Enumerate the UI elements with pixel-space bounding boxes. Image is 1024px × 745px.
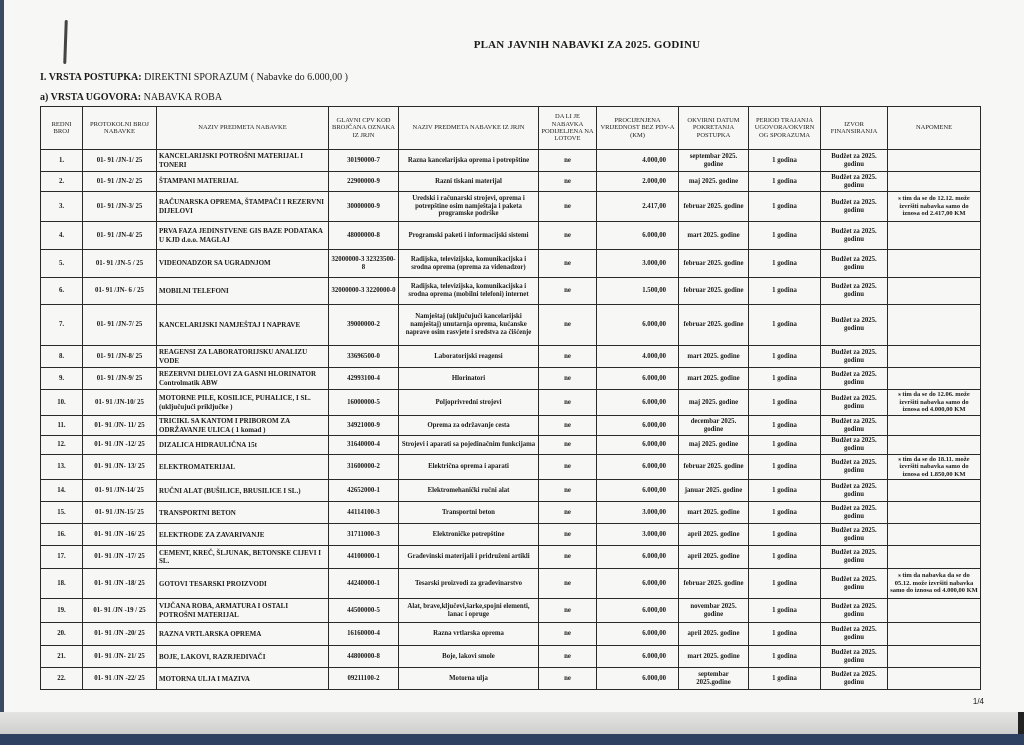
lots-flag: ne (539, 222, 597, 250)
table-row (41, 623, 981, 646)
row-number: 7. (41, 305, 83, 346)
row-number: 1. (41, 150, 83, 172)
contract-period: 1 godina (749, 222, 821, 250)
note (888, 502, 981, 524)
row-number: 21. (41, 646, 83, 668)
item-name: KANCELARIJSKI POTROŠNI MATERIJAL I TONERI (157, 150, 329, 172)
start-date: septembar 2025.godine (679, 668, 749, 690)
funding-source: Budžet za 2025. godinu (821, 454, 888, 479)
contract-period: 1 godina (749, 480, 821, 502)
item-name: TRICIKL SA KANTOM I PRIBOROM ZA ODRŽAVANJE ULICA ( 1 komad ) (157, 416, 329, 436)
cpv-code: 44800000-8 (329, 646, 399, 668)
note (888, 436, 981, 455)
table-row (41, 546, 981, 569)
protocol-number: 01- 91 /JN-8/ 25 (83, 346, 157, 368)
protocol-number: 01- 91 /JN -12/ 25 (83, 436, 157, 455)
lots-flag: ne (539, 480, 597, 502)
row-number: 17. (41, 546, 83, 569)
row-number: 14. (41, 480, 83, 502)
start-date: april 2025. godine (679, 623, 749, 646)
contract-period: 1 godina (749, 192, 821, 222)
item-name: KANCELARIJSKI NAMJEŠTAJ I NAPRAVE (157, 305, 329, 346)
note (888, 346, 981, 368)
funding-source: Budžet za 2025. godinu (821, 646, 888, 668)
row-number: 3. (41, 192, 83, 222)
lots-flag: ne (539, 546, 597, 569)
contract-period: 1 godina (749, 668, 821, 690)
lots-flag: ne (539, 192, 597, 222)
estimated-value: 6.000,00 (597, 222, 679, 250)
lots-flag: ne (539, 368, 597, 390)
row-number: 12. (41, 436, 83, 455)
header-lotovi: DA LI JE NABAVKA PODIJELJENA NA LOTOVE (539, 107, 597, 150)
estimated-value: 3.000,00 (597, 524, 679, 546)
procedure-value: DIREKTNI SPORAZUM ( Nabavke do 6.000,00 ) (144, 72, 348, 83)
row-number: 6. (41, 278, 83, 305)
jrjn-name: Elektroničke potrepštine (399, 524, 539, 546)
lots-flag: ne (539, 599, 597, 623)
protocol-number: 01- 91 /JN- 21/ 25 (83, 646, 157, 668)
protocol-number: 01- 91 /JN-2/ 25 (83, 172, 157, 192)
note (888, 623, 981, 646)
start-date: april 2025. godine (679, 524, 749, 546)
row-number: 10. (41, 390, 83, 416)
contract-period: 1 godina (749, 416, 821, 436)
header-cpv-kod: GLAVNI CPV KOD BROJČANA OZNAKA IZ JRJN (329, 107, 399, 150)
lots-flag: ne (539, 390, 597, 416)
estimated-value: 1.500,00 (597, 278, 679, 305)
estimated-value: 4.000,00 (597, 150, 679, 172)
funding-source: Budžet za 2025. godinu (821, 416, 888, 436)
start-date: februar 2025. godine (679, 454, 749, 479)
note (888, 368, 981, 390)
protocol-number: 01- 91 /JN -22/ 25 (83, 668, 157, 690)
jrjn-name: Elektromehanički ručni alat (399, 480, 539, 502)
note: s tim da se do 12.06. može izvršiti nabavka samo do iznosa od 4.000,00 KM (888, 390, 981, 416)
start-date: maj 2025. godine (679, 172, 749, 192)
contract-period: 1 godina (749, 524, 821, 546)
item-name: RUČNI ALAT (BUŠILICE, BRUSILICE I SL.) (157, 480, 329, 502)
jrjn-name: Razna vrtlarska oprema (399, 623, 539, 646)
item-name: REZERVNI DIJELOVI ZA GASNI HLORINATOR Controlmatik ABW (157, 368, 329, 390)
page-number: 1/4 (972, 697, 984, 706)
start-date: april 2025. godine (679, 546, 749, 569)
lots-flag: ne (539, 569, 597, 599)
funding-source: Budžet za 2025. godinu (821, 502, 888, 524)
scan-edge-strip (0, 734, 1024, 745)
note: s tim da se do 12.12. može izvršiti nabavka samo do iznosa od 2.417,00 KM (888, 192, 981, 222)
cpv-code: 30000000-9 (329, 192, 399, 222)
start-date: maj 2025. godine (679, 436, 749, 455)
item-name: RAČUNARSKA OPREMA, ŠTAMPAČI I REZERVNI DIJELOVI (157, 192, 329, 222)
jrjn-name: Alat, brave,ključevi,šarke,spojni elementi, lanac i opruge (399, 599, 539, 623)
funding-source: Budžet za 2025. godinu (821, 250, 888, 278)
note (888, 646, 981, 668)
protocol-number: 01- 91 /JN -18/ 25 (83, 569, 157, 599)
scan-edge-bottom (0, 712, 1024, 734)
table-row (41, 502, 981, 524)
cpv-code: 22900000-9 (329, 172, 399, 192)
funding-source: Budžet za 2025. godinu (821, 222, 888, 250)
item-name: BOJE, LAKOVI, RAZRJEDIVAČI (157, 646, 329, 668)
jrjn-name: Transportni beton (399, 502, 539, 524)
jrjn-name: Namještaj (uključujući kancelarijski namještaj) unutarnja oprema, kućanske naprave osim rasvjete i sredstva za čišćenje (399, 305, 539, 346)
estimated-value: 6.000,00 (597, 436, 679, 455)
funding-source: Budžet za 2025. godinu (821, 436, 888, 455)
cpv-code: 32000000-3 3220000-0 (329, 278, 399, 305)
estimated-value: 6.000,00 (597, 546, 679, 569)
funding-source: Budžet za 2025. godinu (821, 390, 888, 416)
item-name: RAZNA VRTLARSKA OPREMA (157, 623, 329, 646)
start-date: januar 2025. godine (679, 480, 749, 502)
cpv-code: 30190000-7 (329, 150, 399, 172)
table-row (41, 150, 981, 172)
funding-source: Budžet za 2025. godinu (821, 368, 888, 390)
protocol-number: 01- 91 /JN- 13/ 25 (83, 454, 157, 479)
start-date: mart 2025. godine (679, 368, 749, 390)
procedure-label: I. VRSTA POSTUPKA: (40, 72, 142, 83)
lots-flag: ne (539, 250, 597, 278)
start-date: novembar 2025. godine (679, 599, 749, 623)
header-period: PERIOD TRAJANJA UGOVORA/OKVIRN OG SPORAZUMA (749, 107, 821, 150)
table-row (41, 278, 981, 305)
contract-period: 1 godina (749, 346, 821, 368)
header-naziv-predmeta: NAZIV PREDMETA NABAVKE (157, 107, 329, 150)
jrjn-name: Razna kancelarijska oprema i potrepštine (399, 150, 539, 172)
item-name: ELEKTROMATERIJAL (157, 454, 329, 479)
lots-flag: ne (539, 436, 597, 455)
contract-period: 1 godina (749, 569, 821, 599)
jrjn-name: Motorna ulja (399, 668, 539, 690)
funding-source: Budžet za 2025. godinu (821, 599, 888, 623)
protocol-number: 01- 91 /JN-7/ 25 (83, 305, 157, 346)
cpv-code: 16000000-5 (329, 390, 399, 416)
funding-source: Budžet za 2025. godinu (821, 150, 888, 172)
estimated-value: 6.000,00 (597, 480, 679, 502)
funding-source: Budžet za 2025. godinu (821, 278, 888, 305)
start-date: mart 2025. godine (679, 222, 749, 250)
table-row (41, 569, 981, 599)
header-redni-broj: REDNI BROJ (41, 107, 83, 150)
lots-flag: ne (539, 150, 597, 172)
lots-flag: ne (539, 305, 597, 346)
funding-source: Budžet za 2025. godinu (821, 305, 888, 346)
row-number: 18. (41, 569, 83, 599)
lots-flag: ne (539, 278, 597, 305)
procurement-table (40, 106, 981, 690)
row-number: 16. (41, 524, 83, 546)
estimated-value: 6.000,00 (597, 646, 679, 668)
protocol-number: 01- 91 /JN-15/ 25 (83, 502, 157, 524)
contract-period: 1 godina (749, 368, 821, 390)
header-izvor: IZVOR FINANSIRANJA (821, 107, 888, 150)
contract-period: 1 godina (749, 390, 821, 416)
table-row (41, 480, 981, 502)
table-row (41, 172, 981, 192)
table-row (41, 192, 981, 222)
start-date: februar 2025. godine (679, 278, 749, 305)
lots-flag: ne (539, 416, 597, 436)
table-row (41, 250, 981, 278)
lots-flag: ne (539, 623, 597, 646)
table-row (41, 646, 981, 668)
funding-source: Budžet za 2025. godinu (821, 546, 888, 569)
funding-source: Budžet za 2025. godinu (821, 668, 888, 690)
protocol-number: 01- 91 /JN-5 / 25 (83, 250, 157, 278)
estimated-value: 2.417,00 (597, 192, 679, 222)
jrjn-name: Građevinski materijali i pridruženi artikli (399, 546, 539, 569)
contract-period: 1 godina (749, 305, 821, 346)
item-name: TRANSPORTNI BETON (157, 502, 329, 524)
cpv-code: 34921000-9 (329, 416, 399, 436)
row-number: 13. (41, 454, 83, 479)
start-date: decembar 2025. godine (679, 416, 749, 436)
item-name: VIJČANA ROBA, ARMATURA I OSTALI POTROŠNI MATERIJAL (157, 599, 329, 623)
estimated-value: 6.000,00 (597, 390, 679, 416)
contract-label: a) VRSTA UGOVORA: (40, 92, 142, 103)
cpv-code: 42993100-4 (329, 368, 399, 390)
item-name: DIZALICA HIDRAULIČNA 15t (157, 436, 329, 455)
note (888, 416, 981, 436)
note: s tim da nabavka da se do 05.12. može izvršiti nabavka samo do iznosa od 4.000,00 KM (888, 569, 981, 599)
item-name: MOTORNE PILE, KOSILICE, PUHALICE, I SL. (uključujući priključke ) (157, 390, 329, 416)
jrjn-name: Laboratorijski reagensi (399, 346, 539, 368)
protocol-number: 01- 91 /JN-10/ 25 (83, 390, 157, 416)
protocol-number: 01- 91 /JN -17/ 25 (83, 546, 157, 569)
row-number: 8. (41, 346, 83, 368)
start-date: mart 2025. godine (679, 646, 749, 668)
start-date: septembar 2025. godine (679, 150, 749, 172)
cpv-code: 31711000-3 (329, 524, 399, 546)
start-date: februar 2025. godine (679, 192, 749, 222)
item-name: CEMENT, KREČ, ŠLJUNAK, BETONSKE CIJEVI I SL. (157, 546, 329, 569)
start-date: februar 2025. godine (679, 569, 749, 599)
lots-flag: ne (539, 524, 597, 546)
funding-source: Budžet za 2025. godinu (821, 172, 888, 192)
scan-edge-left (0, 0, 4, 745)
jrjn-name: Poljoprivredni strojevi (399, 390, 539, 416)
row-number: 2. (41, 172, 83, 192)
cpv-code: 31600000-2 (329, 454, 399, 479)
lots-flag: ne (539, 454, 597, 479)
table-row (41, 524, 981, 546)
jrjn-name: Tesarski proizvodi za građevinarstvo (399, 569, 539, 599)
estimated-value: 6.000,00 (597, 599, 679, 623)
protocol-number: 01- 91 /JN-3/ 25 (83, 192, 157, 222)
funding-source: Budžet za 2025. godinu (821, 480, 888, 502)
item-name: ELEKTRODE ZA ZAVARIVANJE (157, 524, 329, 546)
item-name: VIDEONADZOR SA UGRADNJOM (157, 250, 329, 278)
estimated-value: 6.000,00 (597, 368, 679, 390)
funding-source: Budžet za 2025. godinu (821, 346, 888, 368)
row-number: 22. (41, 668, 83, 690)
row-number: 15. (41, 502, 83, 524)
note (888, 305, 981, 346)
table-row (41, 346, 981, 368)
item-name: MOBILNI TELEFONI (157, 278, 329, 305)
jrjn-name: Uredski i računarski strojevi, oprema i potrepštine osim namještaja i paketa programske podrške (399, 192, 539, 222)
cpv-code: 32000000-3 32323500- 8 (329, 250, 399, 278)
estimated-value: 6.000,00 (597, 623, 679, 646)
note (888, 480, 981, 502)
table-row (41, 436, 981, 455)
contract-period: 1 godina (749, 599, 821, 623)
protocol-number: 01- 91 /JN-9/ 25 (83, 368, 157, 390)
estimated-value: 6.000,00 (597, 305, 679, 346)
table-row (41, 599, 981, 623)
estimated-value: 2.000,00 (597, 172, 679, 192)
start-date: mart 2025. godine (679, 346, 749, 368)
jrjn-name: Hlorinatori (399, 368, 539, 390)
funding-source: Budžet za 2025. godinu (821, 524, 888, 546)
contract-period: 1 godina (749, 150, 821, 172)
funding-source: Budžet za 2025. godinu (821, 623, 888, 646)
funding-source: Budžet za 2025. godinu (821, 569, 888, 599)
jrjn-name: Oprema za održavanje cesta (399, 416, 539, 436)
estimated-value: 6.000,00 (597, 569, 679, 599)
note (888, 150, 981, 172)
header-vrijednost: PROCIJENJENA VRIJEDNOST BEZ PDV-A (KM) (597, 107, 679, 150)
note (888, 172, 981, 192)
protocol-number: 01- 91 /JN -19 / 25 (83, 599, 157, 623)
cpv-code: 44240000-1 (329, 569, 399, 599)
table-row (41, 416, 981, 436)
note (888, 546, 981, 569)
cpv-code: 48000000-8 (329, 222, 399, 250)
header-protokolni-broj: PROTOKOLNI BROJ NABAVKE (83, 107, 157, 150)
estimated-value: 3.000,00 (597, 502, 679, 524)
contract-period: 1 godina (749, 623, 821, 646)
item-name: GOTOVI TESARSKI PROIZVODI (157, 569, 329, 599)
jrjn-name: Razni tiskani materijal (399, 172, 539, 192)
estimated-value: 4.000,00 (597, 346, 679, 368)
protocol-number: 01- 91 /JN- 6 / 25 (83, 278, 157, 305)
header-napomene: NAPOMENE (888, 107, 981, 150)
start-date: februar 2025. godine (679, 305, 749, 346)
cpv-code: 39000000-2 (329, 305, 399, 346)
row-number: 5. (41, 250, 83, 278)
table-header-row (41, 107, 981, 150)
cpv-code: 44100000-1 (329, 546, 399, 569)
row-number: 9. (41, 368, 83, 390)
note: s tim da se do 18.11. može izvršiti nabavka samo do iznosa od 1.850,00 KM (888, 454, 981, 479)
contract-period: 1 godina (749, 502, 821, 524)
contract-period: 1 godina (749, 546, 821, 569)
start-date: februar 2025. godine (679, 250, 749, 278)
jrjn-name: Radijska, televizijska, komunikacijska i srodna oprema (mobilni telefoni) internet (399, 278, 539, 305)
table-row (41, 454, 981, 479)
cpv-code: 33696500-0 (329, 346, 399, 368)
note (888, 250, 981, 278)
protocol-number: 01- 91 /JN -16/ 25 (83, 524, 157, 546)
header-datum: OKVIRNI DATUM POKRETANJA POSTUPKA (679, 107, 749, 150)
item-name: PRVA FAZA JEDINSTVENE GIS BAZE PODATAKA U KJD d.o.o. MAGLAJ (157, 222, 329, 250)
estimated-value: 6.000,00 (597, 668, 679, 690)
lots-flag: ne (539, 172, 597, 192)
item-name: MOTORNA ULJA I MAZIVA (157, 668, 329, 690)
note (888, 599, 981, 623)
cpv-code: 31640000-4 (329, 436, 399, 455)
table-row (41, 222, 981, 250)
contract-value: NABAVKA ROBA (143, 92, 223, 103)
estimated-value: 6.000,00 (597, 416, 679, 436)
contract-period: 1 godina (749, 250, 821, 278)
estimated-value: 6.000,00 (597, 454, 679, 479)
table-row (41, 668, 981, 690)
cpv-code: 44500000-5 (329, 599, 399, 623)
lots-flag: ne (539, 668, 597, 690)
table-row (41, 390, 981, 416)
contract-type (40, 92, 222, 103)
jrjn-name: Strojevi i aparati sa pojedinačnim funkcijama (399, 436, 539, 455)
jrjn-name: Boje, lakovi smole (399, 646, 539, 668)
protocol-number: 01- 91 /JN-4/ 25 (83, 222, 157, 250)
row-number: 19. (41, 599, 83, 623)
header-naziv-jrjn: NAZIV PREDMETA NABAVKE IZ JRJN (399, 107, 539, 150)
protocol-number: 01- 91 /JN- 11/ 25 (83, 416, 157, 436)
contract-period: 1 godina (749, 278, 821, 305)
row-number: 11. (41, 416, 83, 436)
protocol-number: 01- 91 /JN-1/ 25 (83, 150, 157, 172)
lots-flag: ne (539, 346, 597, 368)
contract-period: 1 godina (749, 436, 821, 455)
funding-source: Budžet za 2025. godinu (821, 192, 888, 222)
estimated-value: 3.000,00 (597, 250, 679, 278)
item-name: ŠTAMPANI MATERIJAL (157, 172, 329, 192)
contract-period: 1 godina (749, 454, 821, 479)
note (888, 668, 981, 690)
note (888, 524, 981, 546)
cpv-code: 16160000-4 (329, 623, 399, 646)
lots-flag: ne (539, 502, 597, 524)
start-date: maj 2025. godine (679, 390, 749, 416)
procedure-type (40, 72, 348, 83)
row-number: 4. (41, 222, 83, 250)
row-number: 20. (41, 623, 83, 646)
start-date: mart 2025. godine (679, 502, 749, 524)
jrjn-name: Programski paketi i informacijski sistemi (399, 222, 539, 250)
cpv-code: 09211100-2 (329, 668, 399, 690)
protocol-number: 01- 91 /JN -20/ 25 (83, 623, 157, 646)
jrjn-name: Radijska, televizijska, komunikacijska i srodna oprema (oprema za videnadzor) (399, 250, 539, 278)
document-title: PLAN JAVNIH NABAVKI ZA 2025. GODINU (473, 39, 701, 51)
note (888, 278, 981, 305)
cpv-code: 44114100-3 (329, 502, 399, 524)
protocol-number: 01- 91 /JN-14/ 25 (83, 480, 157, 502)
contract-period: 1 godina (749, 172, 821, 192)
item-name: REAGENSI ZA LABORATORIJSKU ANALIZU VODE (157, 346, 329, 368)
note (888, 222, 981, 250)
table-row (41, 368, 981, 390)
jrjn-name: Električna oprema i aparati (399, 454, 539, 479)
lots-flag: ne (539, 646, 597, 668)
contract-period: 1 godina (749, 646, 821, 668)
cpv-code: 42652000-1 (329, 480, 399, 502)
table-row (41, 305, 981, 346)
